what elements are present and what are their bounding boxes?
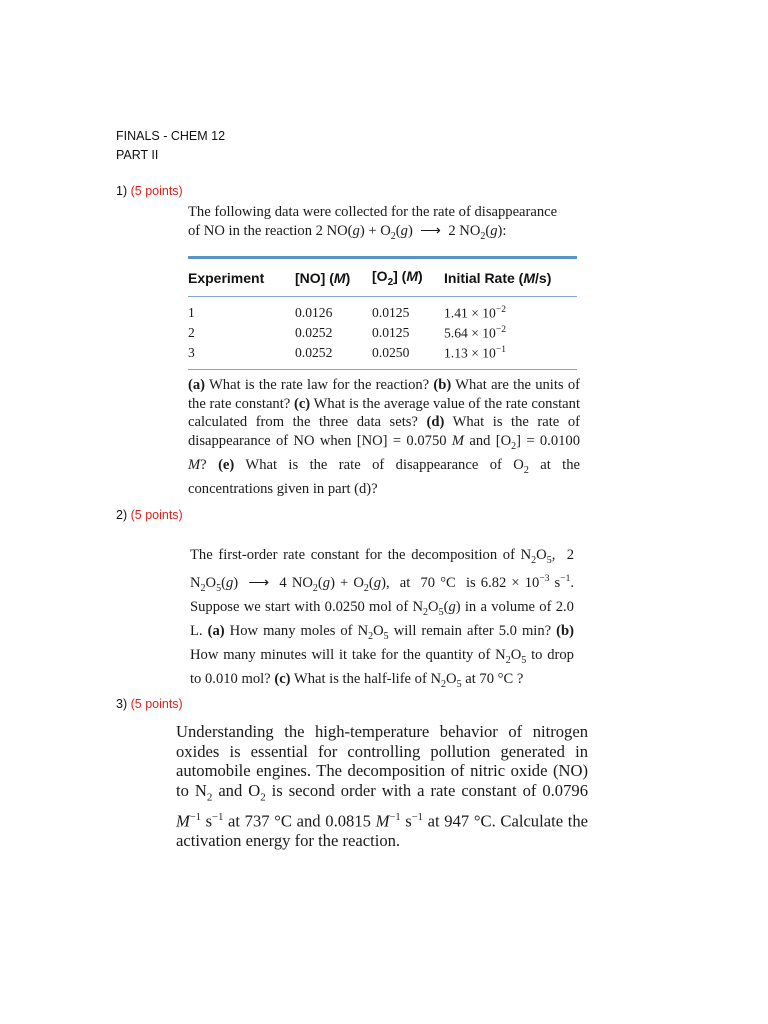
question-1-parts: (a) What is the rate law for the reaction? (b) What are the units of the rate constant? (c) What is the average value of the rate constant calculated from the three data sets? (d) What is the rate of disappearance of NO when [NO] = 0.0750 M and $[O_2] = 0.0100$ M? (e) What is the rate of disappearance of $O_2$ at the concentrations given in part (d)? bbox=[188, 377, 581, 498]
points-label: (5 points) bbox=[130, 697, 183, 711]
question-2-label bbox=[116, 508, 183, 522]
table-row: 1 0.0126 0.0125 $1.41 \times 10^{-2}$ bbox=[188, 297, 577, 323]
rate-cell: $5.64 \times 10^{-2}$ bbox=[444, 324, 506, 341]
col-header-no: [NO] (M) bbox=[295, 269, 351, 286]
question-3-label bbox=[116, 697, 183, 711]
question-2-text: The first-order rate constant for the decomposition of $N_2O_5$, 2 $N_2O_5(g)$ ⟶ 4 $NO_2(g) + O_2(g)$, at 70 °C is $6.82 \times 10^{-3}$ $s^{-1}$. Suppose we start with 0.0250 mol of $N_2O_5(g)$ in a volume of 2.0 L. (a) How many moles of $N_2O_5$ will remain after 5.0 min? (b) How many minutes will it take for the quantity of $N_2O_5$ to drop to 0.010 mol? (c) What is the half-life of $N_2O_5$ at 70 °C ? bbox=[190, 547, 575, 691]
question-1-intro: The following data were collected for the rate of disappearance of NO in the reaction 2 $NO(g) + O_2(g)$ ⟶ 2 $NO_2(g)$: bbox=[188, 204, 558, 242]
points-label: (5 points) bbox=[130, 508, 183, 522]
question-3-text: Understanding the high-temperature behavior of nitrogen oxides is essential for controlling pollution generated in automobile engines. The decomposition of nitric oxide (NO) to $N_2$ and $O_2$ is second order with a rate constant of 0.0796 $M^{-1}$ $s^{-1}$ at 737 °C and 0.0815 $M^{-1}$ $s^{-1}$ at 947 °C. Calculate the activation energy for the reaction. bbox=[176, 722, 589, 850]
points-label: (5 points) bbox=[130, 184, 183, 198]
rate-cell: $1.41 \times 10^{-2}$ bbox=[444, 304, 506, 321]
question-number: 1) bbox=[116, 184, 128, 198]
question-number: 2) bbox=[116, 508, 128, 522]
col-header-experiment: Experiment bbox=[188, 269, 265, 286]
col-header-o2: $[O_2]$ (M) bbox=[372, 268, 423, 288]
exam-part: PART II bbox=[116, 148, 159, 162]
table-bottom-rule bbox=[188, 369, 577, 370]
table-row: 3 0.0252 0.0250 $1.13 \times 10^{-1}$ bbox=[188, 343, 577, 369]
rate-data-table bbox=[188, 256, 577, 370]
question-number: 3) bbox=[116, 697, 128, 711]
rate-cell: $1.13 \times 10^{-1}$ bbox=[444, 344, 506, 361]
table-row: 2 0.0252 0.0125 $5.64 \times 10^{-2}$ bbox=[188, 323, 577, 343]
question-1-label bbox=[116, 184, 183, 198]
col-header-rate: Initial Rate (M/s) bbox=[444, 269, 552, 286]
exam-title: FINALS - CHEM 12 bbox=[116, 129, 226, 143]
table-header-row bbox=[188, 259, 577, 296]
document-header bbox=[116, 127, 225, 165]
